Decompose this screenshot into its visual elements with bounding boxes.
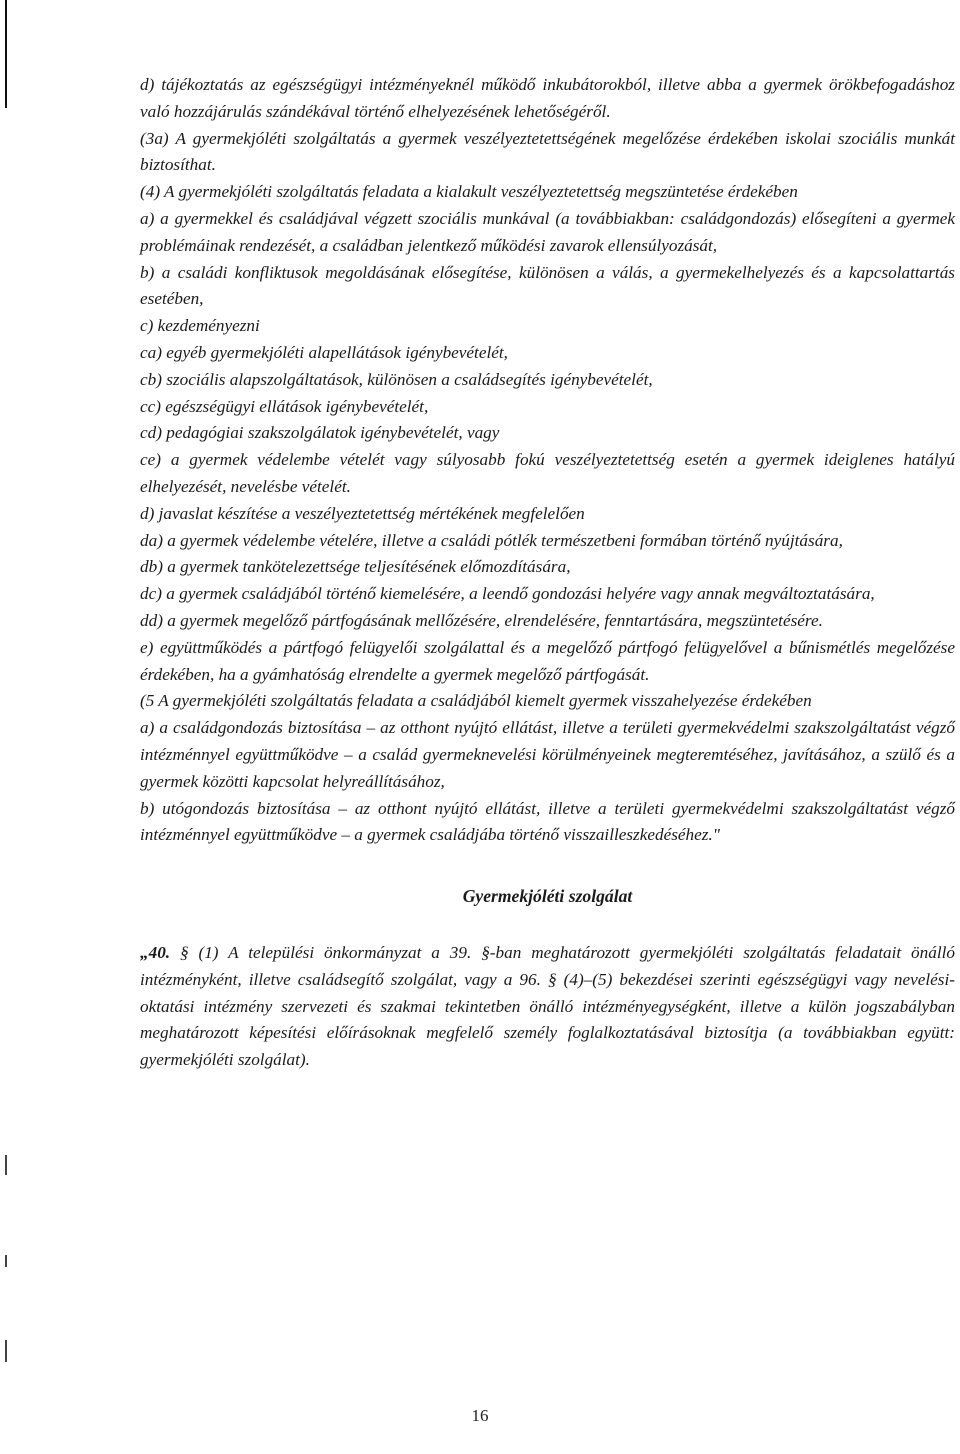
scan-margin-mark [5,1155,7,1175]
paragraph: a) a gyermekkel és családjával végzett szociális munkával (a továbbiakban: családgondozás) elősegíteni a gyermek problémáinak rendezését, a családban jelentkező működési zavarok ellensúlyozását, [140,208,955,255]
page-number: 16 [471,1406,489,1425]
paragraph: a) a családgondozás biztosítása – az otthont nyújtó ellátást, illetve a területi gyermekvédelmi szakszolgáltatást végző intézménnyel együttműködve – a család gyermeknevelési körülményeinek megteremtéséhez, javításához, a szülő és a gyermek közötti kapcsolat helyreállításához, [140,718,955,791]
paragraph: b) utógondozás biztosítása – az otthont nyújtó ellátást, illetve a területi gyermekvédelmi szakszolgáltatást végző intézménnyel együttműködve – a gyermek családjába történő visszailleszkedéséhez." [140,798,955,845]
paragraph: db) a gyermek tankötelezettsége teljesítésének előmozdítására, [140,557,571,577]
paragraph: dc) a gyermek családjából történő kiemelésére, a leendő gondozási helyére vagy annak megváltoztatására, [140,584,875,604]
paragraph: d) tájékoztatás az egészségügyi intézményeknél működő inkubátorokból, illetve abba a gyermek örökbefogadáshoz való hozzájárulás szándékával történő elhelyezésének lehetőségéről. [140,75,955,121]
paragraph: dd) a gyermek megelőző pártfogásának mellőzésére, elrendelésére, fenntartására, megszüntetésére. [140,610,823,630]
paragraph: (5 A gyermekjóléti szolgáltatás feladata a családjából kiemelt gyermek visszahelyezése érdekében [140,691,812,711]
paragraph: cc) egészségügyi ellátások igénybevételét, [140,396,429,416]
paragraph: c) kezdeményezni [140,316,260,336]
paragraph: da) a gyermek védelembe vételére, illetve a családi pótlék természetbeni formában történő nyújtására, [140,530,843,550]
scan-margin-line [5,0,7,108]
paragraph: e) együttműködés a pártfogó felügyelői szolgálattal és a megelőző pártfogó felügyelővel a bűnismétlés megelőzése érdekében, ha a gyámhatóság elrendelte a gyermek megelőző pártfogását. [140,637,955,684]
paragraph: (4) A gyermekjóléti szolgáltatás feladata a kialakult veszélyeztetettség megszüntetése érdekében [140,182,798,202]
paragraph: b) a családi konfliktusok megoldásának elősegítése, különösen a válás, a gyermekelhelyezés és a kapcsolattartás esetében, [140,262,955,309]
paragraph: ce) a gyermek védelembe vételét vagy súlyosabb fokú veszélyeztetettség esetén a gyermek ideiglenes hatályú elhelyezését, nevelésbe vételét. [140,450,955,496]
section-heading: Gyermekjóléti szolgálat [462,886,633,907]
paragraph: cb) szociális alapszolgáltatások, különösen a családsegítés igénybevételét, [140,369,653,389]
paragraph: d) javaslat készítése a veszélyeztetettség mértékének megfelelően [140,503,585,523]
section-number: „40. [140,942,171,962]
document-body [140,72,955,1074]
scan-margin-mark [5,1255,7,1267]
paragraph: cd) pedagógiai szakszolgálatok igénybevételét, vagy [140,423,500,443]
paragraph: ca) egyéb gyermekjóléti alapellátások igénybevételét, [140,342,508,362]
final-paragraph [140,940,955,1074]
paragraph-text: § (1) A települési önkormányzat a 39. §-ban meghatározott gyermekjóléti szolgáltatás feladatait önálló intézményként, illetve családsegítő szolgálat, vagy a 96. § (4)–(5) bekezdései szerinti egészségügyi vagy nevelési-oktatási intézmény szervezeti és szakmai tekintetben önálló intézményegységként, illetve a külön jogszabályban meghatározott képesítési előírásoknak megfelelő személy foglalkoztatásával biztosítja (a továbbiakban együtt: gyermekjóléti szolgálat). [140,942,955,1070]
scan-margin-mark [5,1340,7,1362]
paragraph: (3a) A gyermekjóléti szolgáltatás a gyermek veszélyeztetettségének megelőzése érdekében iskolai szociális munkát biztosíthat. [140,128,955,175]
